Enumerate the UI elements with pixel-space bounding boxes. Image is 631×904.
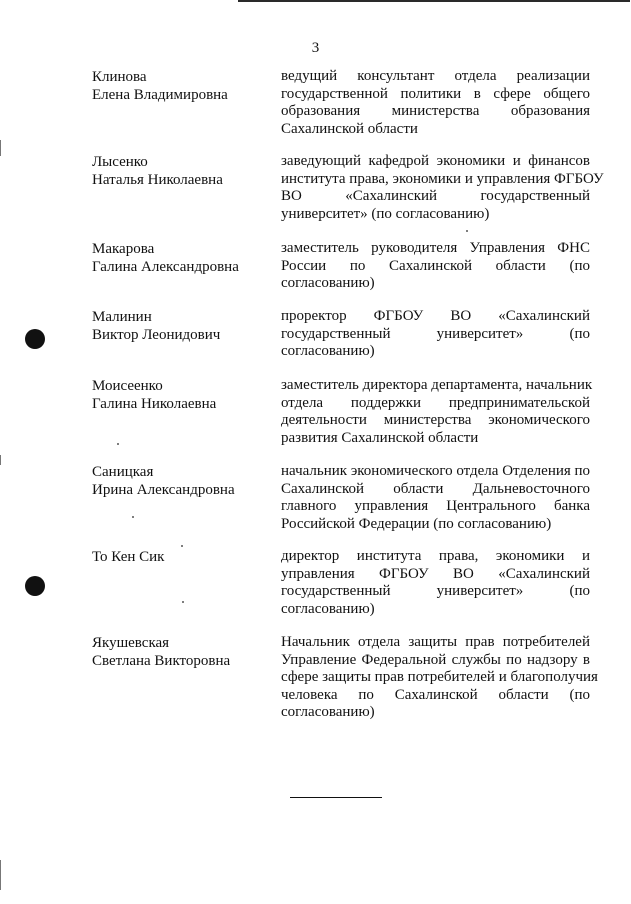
member-name — [92, 634, 277, 670]
member-position — [281, 240, 590, 293]
member-name — [92, 463, 277, 499]
scan-edge-mark — [0, 860, 1, 890]
position-line: Российской Федерации (по согласованию) — [281, 515, 552, 532]
position-line: согласованию) — [281, 275, 375, 291]
scan-speck — [132, 516, 134, 518]
member-name — [92, 548, 277, 566]
member-name — [92, 153, 277, 189]
position-line: ВО «Сахалинский государственный — [281, 188, 590, 204]
punch-hole — [25, 329, 45, 349]
position-line: заместитель руководителя Управления ФНС — [281, 240, 590, 256]
top-scan-line — [238, 0, 630, 2]
position-line: развития Сахалинской области — [281, 429, 479, 446]
position-line: отдела поддержки предпринимательской — [281, 394, 590, 411]
member-surname: Малинин — [92, 309, 152, 325]
position-line: деятельности министерства экономического — [281, 412, 590, 428]
member-name — [92, 240, 277, 276]
position-line: человека по Сахалинской области (по — [281, 686, 590, 703]
member-position — [281, 153, 604, 223]
position-line: согласованию) — [281, 704, 375, 720]
position-line: согласованию) — [281, 343, 375, 359]
position-line: государственный университет» (по — [281, 583, 590, 599]
member-given-name: Галина Николаевна — [92, 396, 217, 412]
member-name — [92, 377, 277, 413]
position-line: института права, экономики и управления ФГБОУ — [281, 170, 604, 187]
member-name — [92, 68, 277, 104]
position-line: государственный университет» (по — [281, 325, 590, 342]
member-surname: То Кен Сик — [92, 549, 165, 565]
scan-speck — [466, 230, 468, 232]
member-position — [281, 68, 590, 138]
position-line: директор института права, экономики и — [281, 548, 590, 564]
position-line: заведующий кафедрой экономики и финансов — [281, 153, 590, 169]
page-number: 3 — [311, 40, 320, 56]
member-given-name: Наталья Николаевна — [92, 172, 223, 188]
member-name — [92, 308, 277, 344]
member-given-name: Виктор Леонидович — [92, 327, 221, 343]
position-line: России по Сахалинской области (по — [281, 257, 590, 274]
member-position — [281, 377, 593, 447]
position-line: сфере защиты прав потребителей и благополучия — [281, 669, 598, 685]
position-line: ведущий консультант отдела реализации — [281, 68, 590, 84]
punch-hole — [25, 576, 45, 596]
position-line: Сахалинской области — [281, 120, 418, 137]
position-line: заместитель директора департамента, начальник — [281, 377, 593, 393]
member-surname: Саницкая — [92, 464, 154, 480]
position-line: управления ФГБОУ ВО «Сахалинский — [281, 565, 590, 582]
member-given-name: Елена Владимировна — [92, 87, 228, 103]
position-line: образования министерства образования — [281, 103, 590, 119]
position-line: начальник экономического отдела Отделения по — [281, 463, 591, 479]
member-given-name: Светлана Викторовна — [92, 653, 231, 669]
scan-speck — [181, 545, 183, 547]
scan-speck — [182, 601, 184, 603]
member-given-name: Галина Александровна — [92, 259, 239, 275]
position-line: государственной политики в сфере общего — [281, 85, 590, 102]
member-surname: Макарова — [92, 241, 155, 257]
scan-speck — [117, 443, 119, 445]
position-line: университет» (по согласованию) — [281, 205, 490, 222]
scan-edge-mark — [0, 140, 1, 156]
member-position — [281, 463, 590, 533]
position-line: Управление Федеральной службы по надзору в — [281, 651, 590, 668]
member-given-name: Ирина Александровна — [92, 482, 235, 498]
member-surname: Клинова — [92, 69, 147, 85]
scan-edge-mark — [0, 455, 1, 465]
member-surname: Моисеенко — [92, 378, 163, 394]
member-position — [281, 634, 598, 722]
position-line: согласованию) — [281, 600, 375, 617]
closing-divider — [290, 797, 382, 798]
position-line: Сахалинской области Дальневосточного — [281, 480, 590, 497]
position-line: главного управления Центрального банка — [281, 498, 590, 514]
member-position — [281, 308, 590, 361]
position-line: Начальник отдела защиты прав потребителей — [281, 634, 590, 650]
member-surname: Якушевская — [92, 635, 170, 651]
member-position — [281, 548, 590, 618]
member-surname: Лысенко — [92, 154, 148, 170]
position-line: проректор ФГБОУ ВО «Сахалинский — [281, 308, 590, 324]
